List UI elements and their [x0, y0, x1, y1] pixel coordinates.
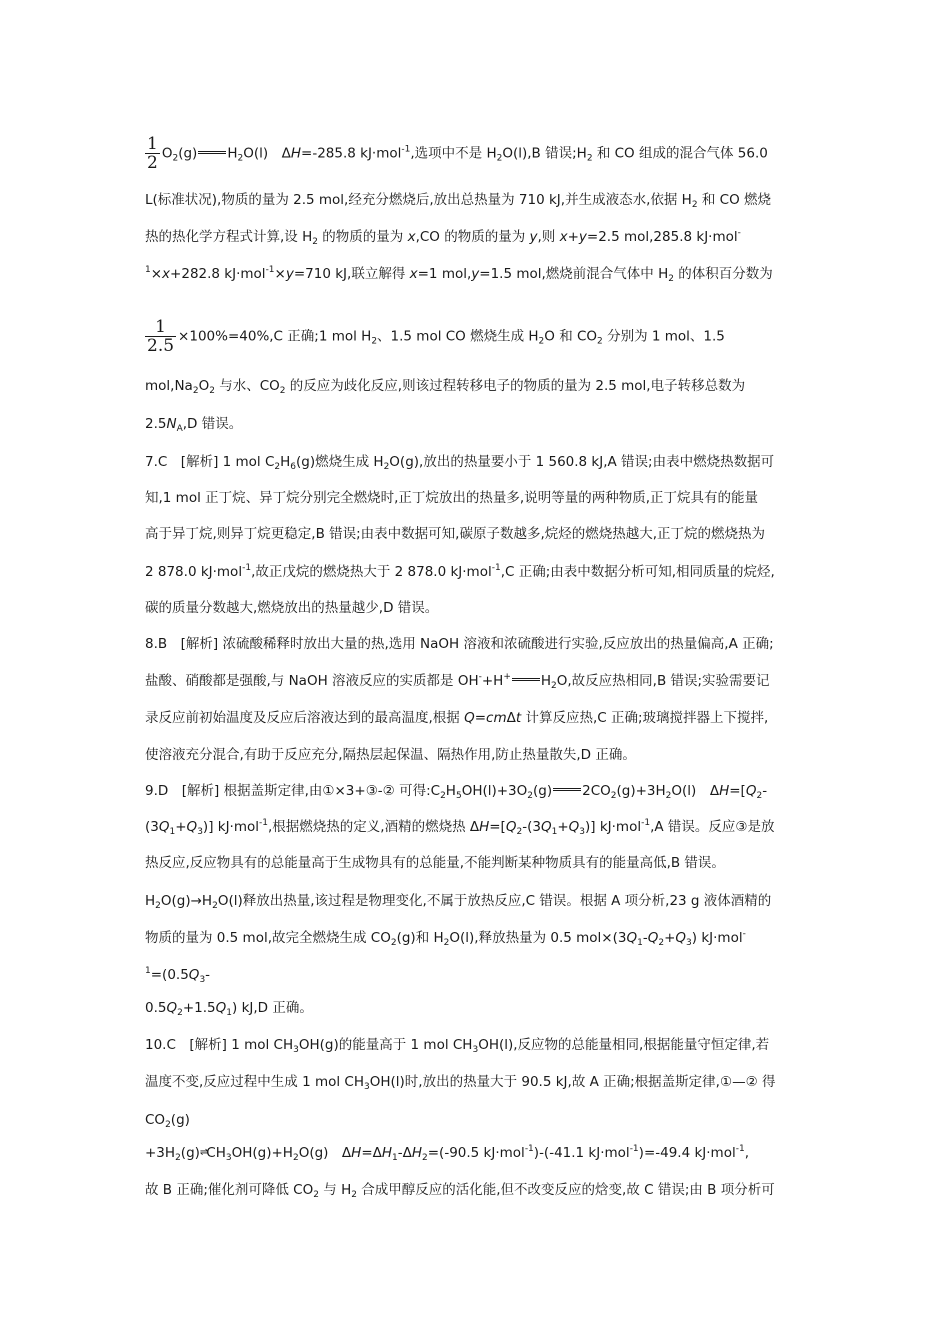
text-run: O 和 CO — [544, 328, 598, 345]
text-run: H — [280, 454, 291, 470]
text-run: OH(g)的能量高于 1 mol CH — [298, 1037, 473, 1053]
text-run: , — [744, 1145, 750, 1161]
superscript: - — [478, 672, 482, 682]
text-run: ) kJ,D 正确。 — [232, 1000, 313, 1016]
text-run: 10.C [解析] 1 mol CH — [145, 1037, 294, 1053]
text-line — [145, 562, 815, 582]
text-run: Δ — [506, 710, 516, 726]
text-run: =Δ — [361, 1145, 382, 1161]
text-run: O — [161, 145, 173, 162]
superscript: - — [737, 228, 741, 238]
text-run: =710 kJ,联立解得 — [293, 266, 410, 282]
text-run: (g) — [178, 145, 198, 162]
subscript: 3 — [686, 938, 692, 948]
italic-variable: Q — [188, 967, 200, 983]
text-run: =-285.8 kJ·mol — [301, 145, 402, 162]
text-run: + — [664, 930, 676, 946]
text-run: ×100%=40%,C 正确;1 mol H — [178, 328, 372, 345]
italic-variable: N — [166, 416, 177, 432]
text-run: =(-90.5 kJ·mol — [427, 1145, 525, 1161]
text-run: 2CO — [582, 783, 611, 799]
subscript: 2 — [443, 938, 450, 948]
italic-variable: y — [578, 229, 587, 245]
subscript: 2 — [658, 938, 665, 948]
text-run: 7.C [解析] 1 mol C — [145, 454, 275, 470]
subscript: 2 — [371, 336, 378, 347]
subscript: 2 — [212, 901, 218, 911]
italic-variable: Q — [215, 1000, 227, 1016]
subscript: 2 — [175, 1153, 181, 1163]
italic-variable: Q — [464, 710, 475, 726]
subscript: 2 — [313, 1190, 319, 1200]
text-run: (g)+3H — [616, 783, 666, 799]
superscript: -1 — [524, 1144, 534, 1154]
text-run: 2.5 — [145, 416, 167, 432]
text-line — [145, 598, 815, 618]
text-run: 热的热化学方程式计算,设 H — [145, 229, 313, 245]
text-run: ,选项中不是 H — [410, 145, 497, 162]
text-line — [145, 708, 815, 728]
text-run: 与 H — [318, 1182, 352, 1198]
text-run: 2 878.0 kJ·mol — [145, 564, 243, 580]
italic-variable: y — [285, 266, 294, 282]
text-run: 的物质的量为 — [317, 229, 408, 245]
subscript: 3 — [364, 1082, 370, 1092]
text-line — [145, 264, 815, 284]
text-line — [145, 414, 815, 434]
subscript: 2 — [172, 153, 179, 164]
text-run: OH(g)+H — [231, 1145, 293, 1161]
text-run: (g)燃烧生成 H — [296, 454, 384, 470]
text-run: 知,1 mol 正丁烷、异丁烷分别完全燃烧时,正丁烷放出的热量多,说明等量的两种物质,正丁烷具有的能量 — [145, 490, 758, 506]
subscript: 2 — [691, 200, 698, 210]
italic-variable: x — [407, 229, 416, 245]
text-run: )-(-41.1 kJ·mol — [533, 1145, 630, 1161]
text-line — [145, 745, 815, 765]
text-run: +1.5 — [182, 1000, 216, 1016]
text-run: 故 B 正确;催化剂可降低 CO — [145, 1182, 314, 1198]
text-run: O,故反应热相同,B 错误;实验需要记 — [556, 673, 770, 689]
reaction-equals-sign — [198, 151, 226, 154]
text-run: O(l),B 错误;H — [502, 145, 587, 162]
text-run: ,CO 的物质的量为 — [415, 229, 530, 245]
text-run: 合成甲醇反应的活化能,但不改变反应的焓变,故 C 错误;由 B 项分析可 — [356, 1182, 775, 1198]
subscript: 2 — [665, 791, 672, 801]
text-run: mol,Na — [145, 378, 193, 394]
text-run: ,根据燃烧热的定义,酒精的燃烧热 Δ — [267, 819, 480, 835]
text-run: 录反应前初始温度及反应后溶液达到的最高温度,根据 — [145, 710, 465, 726]
text-run: 的体积百分数为 — [673, 266, 773, 282]
text-run: 热反应,反应物具有的总能量高于生成物具有的总能量,不能判断某种物质具有的能量高低,B 错误。 — [145, 855, 725, 871]
fraction-numerator: 1 — [155, 317, 166, 337]
text-run: +282.8 kJ·mol — [170, 266, 266, 282]
text-run: - — [205, 967, 211, 983]
text-run: )] kJ·mol — [202, 819, 259, 835]
subscript: 2 — [274, 462, 281, 472]
text-run: -Δ — [397, 1145, 412, 1161]
subscript: 2 — [177, 1008, 183, 1018]
text-run: )=-49.4 kJ·mol — [638, 1145, 736, 1161]
text-run: 和 CO 燃烧 — [697, 192, 771, 208]
text-line — [145, 190, 815, 210]
text-run: (g)和 H — [396, 930, 444, 946]
text-line — [145, 227, 815, 247]
subscript: 3 — [293, 1045, 299, 1055]
text-run: 分别为 1 mol、1.5 — [602, 328, 725, 345]
text-line — [145, 452, 815, 472]
italic-variable: y — [471, 266, 480, 282]
superscript: -1 — [259, 818, 268, 828]
text-run: H — [540, 673, 552, 689]
superscript: 1 — [145, 265, 151, 275]
text-run: 温度不变,反应过程中生成 1 mol CH — [145, 1074, 364, 1090]
fraction-numerator: 1 — [147, 134, 158, 154]
text-run: CO — [145, 1112, 166, 1128]
subscript: 2 — [165, 1120, 171, 1130]
text-run: (g) — [170, 1112, 190, 1128]
italic-variable: y — [529, 229, 538, 245]
italic-variable: Q — [626, 930, 638, 946]
text-run: =1.5 mol,燃烧前混合气体中 H — [479, 266, 669, 282]
text-run: 碳的质量分数越大,燃烧放出的热量越少,D 错误。 — [145, 600, 439, 616]
italic-variable: Q — [568, 819, 580, 835]
subscript: 2 — [209, 386, 215, 396]
subscript: 2 — [390, 938, 397, 948]
text-run: + — [175, 819, 187, 835]
superscript: -1 — [265, 265, 275, 275]
subscript: 1 — [637, 938, 643, 948]
text-run: OH(l),反应物的总能量相同,根据能量守恒定律,若 — [478, 1037, 770, 1053]
text-line — [145, 1035, 815, 1055]
reaction-equals-sign — [512, 678, 540, 681]
subscript: 3 — [472, 1045, 479, 1055]
subscript: 2 — [527, 791, 534, 801]
text-run: 9.D [解析] 根据盖斯定律,由①×3+③-② 可得:C — [145, 783, 441, 799]
subscript: 2 — [440, 791, 446, 801]
subscript: 2 — [597, 336, 603, 347]
text-line — [145, 1110, 815, 1130]
superscript: 1 — [145, 966, 151, 976]
subscript: 2 — [516, 827, 523, 837]
italic-variable: H — [290, 145, 302, 162]
text-run: 0.5 — [145, 1000, 167, 1016]
reversible-arrow-icon: ⇌ — [199, 1147, 207, 1158]
text-run: 计算反应热,C 正确;玻璃搅拌器上下搅拌, — [521, 710, 769, 726]
text-run: + — [567, 229, 579, 245]
italic-variable: t — [515, 710, 522, 726]
italic-variable: x — [162, 266, 171, 282]
italic-variable: H — [411, 1145, 423, 1161]
italic-variable: Q — [186, 819, 198, 835]
subscript: 2 — [292, 1153, 299, 1163]
text-line — [145, 376, 815, 396]
text-run: =[ — [729, 783, 746, 799]
italic-variable: Q — [158, 819, 170, 835]
superscript: + — [503, 672, 511, 682]
text-line — [145, 781, 815, 801]
text-run: × — [150, 266, 163, 282]
text-run: - — [642, 930, 648, 946]
italic-variable: Q — [745, 783, 757, 799]
fraction-denominator: 2.5 — [147, 336, 175, 356]
italic-variable: Q — [647, 930, 659, 946]
text-run: O(l) Δ — [243, 145, 291, 162]
text-run: =1 mol, — [417, 266, 472, 282]
text-run: 、1.5 mol CO 燃烧生成 H — [377, 328, 539, 345]
text-line — [145, 671, 815, 691]
text-line — [145, 965, 815, 985]
italic-variable: H — [351, 1145, 362, 1161]
text-run: (g) — [533, 783, 553, 799]
text-run: O(l)释放出热量,该过程是物理变化,不属于放热反应,C 错误。根据 A 项分析,23 g 液体酒精的 — [217, 893, 772, 909]
text-run: +H — [481, 673, 504, 689]
text-run: H — [227, 145, 238, 162]
text-run: OH(l)时,放出的热量大于 90.5 kJ,故 A 正确;根据盖斯定律,①—② 得 — [369, 1074, 776, 1090]
italic-variable: Q — [505, 819, 517, 835]
text-line — [145, 634, 815, 654]
text-run: O(l) Δ — [671, 783, 720, 799]
text-run: + — [557, 819, 569, 835]
fraction-denominator: 2 — [147, 153, 158, 173]
text-line — [145, 1180, 815, 1200]
italic-variable: x — [559, 229, 568, 245]
text-run: ) kJ·mol — [691, 930, 743, 946]
text-run: CH — [206, 1145, 226, 1161]
text-run: O(l),释放热量为 0.5 mol×(3 — [449, 930, 627, 946]
text-run: ,故正戊烷的燃烧热大于 2 878.0 kJ·mol — [251, 564, 492, 580]
text-run: O(g),放出的热量要小于 1 560.8 kJ,A 错误;由表中燃烧热数据可 — [389, 454, 775, 470]
text-run: OH(l)+3O — [461, 783, 528, 799]
subscript: A — [176, 424, 183, 434]
superscript: -1 — [491, 563, 501, 573]
italic-variable: cm — [486, 710, 507, 726]
text-run: 8.B [解析] 浓硫酸稀释时放出大量的热,选用 NaOH 溶液和浓硫酸进行实验,反应放出的热量偏高,A 正确; — [145, 636, 774, 652]
text-run: 与水、CO — [214, 378, 280, 394]
text-run: =(0.5 — [150, 967, 189, 983]
text-run: (g) — [180, 1145, 200, 1161]
superscript: -1 — [629, 1144, 639, 1154]
subscript: 1 — [226, 1008, 233, 1018]
text-run: )] kJ·mol — [585, 819, 642, 835]
text-run: ,则 — [537, 229, 560, 245]
subscript: 2 — [756, 791, 763, 801]
subscript: 2 — [668, 274, 674, 284]
superscript: -1 — [641, 818, 651, 828]
text-run: ,D 错误。 — [182, 416, 243, 432]
text-line — [145, 891, 815, 911]
text-line — [145, 318, 815, 355]
subscript: 2 — [551, 681, 557, 691]
text-line — [145, 998, 815, 1018]
superscript: -1 — [242, 563, 252, 573]
text-line — [145, 524, 815, 544]
text-line — [145, 488, 815, 508]
fraction — [145, 318, 176, 355]
text-line — [145, 853, 815, 873]
text-line — [145, 817, 815, 837]
superscript: -1 — [401, 144, 411, 155]
subscript: 2 — [586, 153, 593, 164]
text-line — [145, 928, 815, 948]
superscript: - — [742, 929, 746, 939]
italic-variable: Q — [540, 819, 552, 835]
subscript: 3 — [197, 827, 203, 837]
text-line — [145, 135, 815, 172]
italic-variable: H — [381, 1145, 393, 1161]
italic-variable: H — [719, 783, 730, 799]
text-run: = — [474, 710, 487, 726]
text-run: - — [762, 783, 768, 799]
text-line — [145, 1143, 815, 1163]
subscript: 6 — [290, 462, 297, 472]
text-line — [145, 1072, 815, 1092]
subscript: 2 — [237, 153, 244, 164]
subscript: 2 — [312, 237, 318, 247]
subscript: 3 — [579, 827, 586, 837]
italic-variable: Q — [675, 930, 687, 946]
text-run: -(3 — [522, 819, 541, 835]
subscript: 2 — [422, 1153, 428, 1163]
subscript: 2 — [155, 901, 161, 911]
subscript: 2 — [610, 791, 617, 801]
text-run: O(g) Δ — [298, 1145, 352, 1161]
subscript: 2 — [538, 336, 545, 347]
text-run: 使溶液充分混合,有助于反应充分,隔热层起保温、隔热作用,防止热量散失,D 正确。 — [145, 747, 636, 763]
subscript: 2 — [351, 1190, 357, 1200]
text-run: 高于异丁烷,则异丁烷更稳定,B 错误;由表中数据可知,碳原子数越多,烷烃的燃烧热越大,正丁烷的燃烧热为 — [145, 526, 766, 542]
fraction — [145, 135, 160, 172]
subscript: 3 — [199, 975, 206, 985]
text-run: ,C 正确;由表中数据分析可知,相同质量的烷烃, — [500, 564, 775, 580]
subscript: 2 — [383, 462, 390, 472]
text-run: =2.5 mol,285.8 kJ·mol — [586, 229, 738, 245]
text-run: 和 CO 组成的混合气体 56.0 — [592, 145, 768, 162]
text-run: L(标准状况),物质的量为 2.5 mol,经充分燃烧后,放出总热量为 710 kJ,并生成液态水,依据 H — [145, 192, 692, 208]
text-run: =[ — [489, 819, 506, 835]
text-run: H — [445, 783, 456, 799]
italic-variable: H — [479, 819, 490, 835]
superscript: -1 — [735, 1144, 745, 1154]
subscript: 2 — [279, 386, 286, 396]
italic-variable: x — [409, 266, 418, 282]
text-run: H — [145, 893, 156, 909]
subscript: 2 — [192, 386, 199, 396]
text-run: 物质的量为 0.5 mol,故完全燃烧生成 CO — [145, 930, 391, 946]
reaction-equals-sign — [553, 788, 581, 791]
text-run: (3 — [145, 819, 159, 835]
subscript: 2 — [496, 153, 503, 164]
subscript: 3 — [225, 1153, 232, 1163]
text-run: O(g)→H — [160, 893, 213, 909]
subscript: 1 — [392, 1153, 398, 1163]
text-run: ,A 错误。反应③是放 — [650, 819, 775, 835]
subscript: 1 — [169, 827, 176, 837]
subscript: 5 — [455, 791, 462, 801]
text-run: 盐酸、硝酸都是强酸,与 NaOH 溶液反应的实质都是 OH — [145, 673, 479, 689]
text-run: +3H — [145, 1145, 176, 1161]
text-run: O — [198, 378, 210, 394]
subscript: 1 — [551, 827, 558, 837]
italic-variable: Q — [166, 1000, 178, 1016]
text-run: 的反应为歧化反应,则该过程转移电子的物质的量为 2.5 mol,电子转移总数为 — [285, 378, 746, 394]
text-run: × — [274, 266, 286, 282]
